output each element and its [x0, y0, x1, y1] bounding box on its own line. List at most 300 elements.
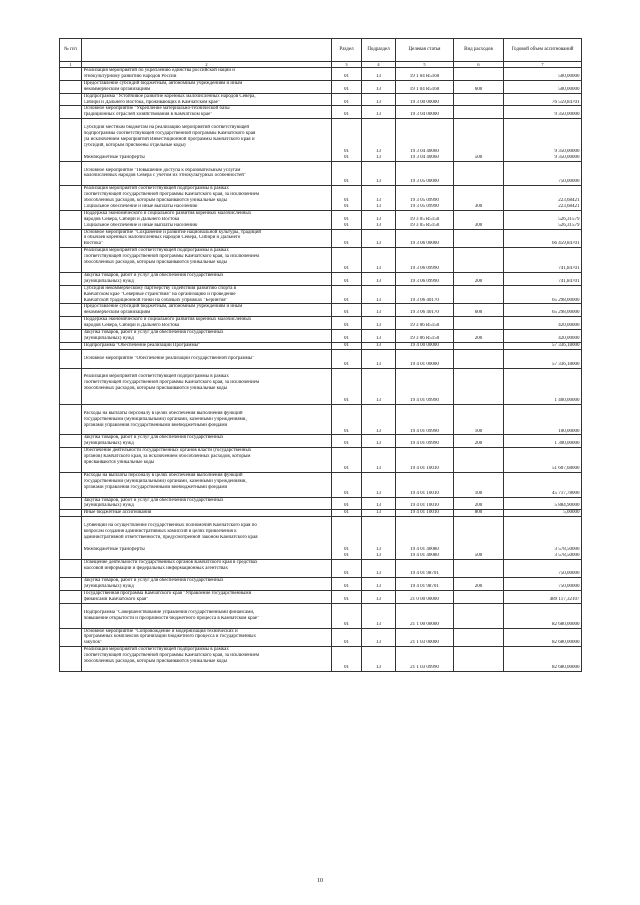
- item-name-cell: [82, 448, 332, 473]
- item-name-line: (за исключением мероприятий Инвестиционной программы Камчатского края и: [83, 136, 255, 142]
- item-name-cell: [82, 435, 332, 448]
- item-name-line: Предоставление субсидий бюджетным, автономным учреждениям и иным: [83, 304, 243, 310]
- row-number-cell: [60, 229, 82, 248]
- row-number-cell: [60, 603, 82, 628]
- expense-type-cell: 600: [454, 80, 504, 93]
- amount-cell: 1 400,00000: [504, 368, 582, 404]
- table-row: [60, 603, 582, 628]
- item-name-line: [84, 266, 330, 272]
- row-number-cell: [60, 272, 82, 285]
- target-article-cell: 19 3 05 09990 19 3 05 09990: [396, 186, 454, 211]
- row-number-cell: [60, 210, 82, 229]
- amount-cell: 45 717,78000: [504, 472, 582, 497]
- row-number-cell: [60, 161, 82, 186]
- podrazdel-cell: 13: [362, 248, 396, 273]
- item-name-line: традиционных отраслей хозяйствования в Камчатском крае": [83, 112, 213, 118]
- amount-cell: 750,00000: [504, 161, 582, 186]
- item-name-line: [84, 665, 330, 671]
- item-name-line: органов) Камчатского края, за исключением обособленных расходов, которым: [83, 454, 251, 460]
- budget-document: [59, 38, 581, 672]
- header-target-article: Целевая статья: [396, 39, 454, 62]
- item-name-line: государственными (муниципальными) органами, казенными учреждениями,: [83, 416, 247, 422]
- item-name-line: Камчатской традиционной гонки на собачьих упряжках "Берингия": [83, 297, 228, 303]
- item-name-line: Поддержка экономического и социального развития коренных малочисленных: [83, 317, 252, 323]
- item-name-line: Закупка товаров, работ и услуг для обеспечения государственных: [83, 435, 224, 441]
- table-row: [60, 591, 582, 604]
- podrazdel-cell: 13: [362, 591, 396, 604]
- target-article-cell: 19 4 01 98701: [396, 578, 454, 591]
- budget-table: [59, 38, 582, 672]
- row-number-cell: [60, 285, 82, 304]
- razdel-cell: 01: [332, 448, 362, 473]
- item-name-cell: [82, 342, 332, 349]
- expense-type-cell: [454, 93, 504, 106]
- item-name-line: Межбюджетные трансферты: [83, 546, 145, 552]
- expense-type-cell: [454, 106, 504, 119]
- expense-type-cell: [454, 349, 504, 368]
- item-name-line: обособленных расходов, которым присваиваются уникальные коды: [83, 659, 228, 665]
- table-row: [60, 435, 582, 448]
- razdel-cell: 01 01: [332, 186, 362, 211]
- table-body: [60, 68, 582, 672]
- table-row: [60, 472, 582, 497]
- target-article-cell: 19 4 01 10010: [396, 497, 454, 510]
- amount-cell: 500,00000: [504, 68, 582, 81]
- item-name-line: финансами Камчатского края": [83, 597, 149, 603]
- amount-cell: 9 350,00000 9 350,00000: [504, 119, 582, 161]
- amount-cell: 82 680,00000: [504, 603, 582, 628]
- row-number-cell: [60, 368, 82, 404]
- amount-cell: 82 680,00000: [504, 628, 582, 647]
- item-name-line: субсидий, которым присвоены отдельные коды): [83, 142, 186, 148]
- header-podrazdel: Подраздел: [362, 39, 396, 62]
- razdel-cell: 01: [332, 248, 362, 273]
- item-name-line: народов Севера, Сибири и Дальнего Востока: [83, 216, 180, 222]
- expense-type-cell: [454, 628, 504, 647]
- razdel-cell: 01: [332, 106, 362, 119]
- row-number-cell: [60, 68, 82, 81]
- table-row: [60, 304, 582, 317]
- target-article-cell: 19 4 01 09990: [396, 435, 454, 448]
- target-article-cell: 21 1 03 00000: [396, 628, 454, 647]
- podrazdel-cell: 13 13: [362, 186, 396, 211]
- razdel-cell: 01: [332, 80, 362, 93]
- column-number: 1: [60, 62, 82, 68]
- podrazdel-cell: 13: [362, 472, 396, 497]
- item-name-line: присваиваются уникальные коды: [83, 460, 155, 466]
- column-number: 2: [82, 62, 332, 68]
- item-name-cell: [82, 578, 332, 591]
- expense-type-cell: 500: [454, 517, 504, 559]
- item-name-line: народов Севера, Сибири и Дальнего Востока: [83, 323, 180, 329]
- item-name-line: малочисленных народов Севера с учетом их этнокультурных особенностей": [83, 173, 246, 179]
- expense-type-cell: [454, 559, 504, 578]
- amount-cell: 420,00000: [504, 330, 582, 343]
- amount-cell: 57 336,18000: [504, 342, 582, 349]
- expense-type-cell: 200: [454, 330, 504, 343]
- amount-cell: 750,00000: [504, 559, 582, 578]
- razdel-cell: 01: [332, 603, 362, 628]
- table-header-row: [60, 39, 582, 62]
- item-name-cell: [82, 93, 332, 106]
- podrazdel-cell: 13: [362, 80, 396, 93]
- razdel-cell: 01: [332, 578, 362, 591]
- razdel-cell: 01: [332, 497, 362, 510]
- target-article-cell: 19 4 01 10010: [396, 448, 454, 473]
- table-row: [60, 93, 582, 106]
- row-number-cell: [60, 330, 82, 343]
- item-name-cell: [82, 248, 332, 273]
- expense-type-cell: [454, 448, 504, 473]
- item-name-line: Субвенции на осуществление государственных полномочий Камчатского края по: [83, 523, 257, 529]
- target-article-cell: 19 3 06 R5150: [396, 317, 454, 330]
- amount-cell: 500,00000: [504, 80, 582, 93]
- item-name-line: органами управления государственными внебюджетными фондами: [83, 422, 228, 428]
- target-article-cell: 19 1 04 R5160: [396, 80, 454, 93]
- amount-cell: 76 559,84701: [504, 93, 582, 106]
- row-number-cell: [60, 578, 82, 591]
- item-name-line: [84, 491, 330, 497]
- expense-type-cell: [454, 229, 504, 248]
- header-num: № п/п: [60, 39, 82, 62]
- table-row: [60, 448, 582, 473]
- podrazdel-cell: 13: [362, 285, 396, 304]
- header-name: [82, 39, 332, 62]
- podrazdel-cell: 13: [362, 603, 396, 628]
- razdel-cell: 01: [332, 510, 362, 517]
- podrazdel-cell: 13: [362, 578, 396, 591]
- razdel-cell: 01: [332, 404, 362, 435]
- item-name-cell: [82, 304, 332, 317]
- amount-cell: 66 459,84701: [504, 229, 582, 248]
- razdel-cell: 01: [332, 68, 362, 81]
- table-row: [60, 186, 582, 211]
- item-name-cell: [82, 349, 332, 368]
- item-name-line: (муниципальных) нужд: [83, 335, 134, 341]
- razdel-cell: 01 01: [332, 517, 362, 559]
- expense-type-cell: 600: [454, 304, 504, 317]
- item-name-line: Камчатском крае "Северные странствия" на организацию и проведение: [83, 291, 236, 297]
- item-name-line: [84, 622, 330, 628]
- row-number-cell: [60, 591, 82, 604]
- razdel-cell: 01: [332, 330, 362, 343]
- table-row: [60, 404, 582, 435]
- podrazdel-cell: 13: [362, 161, 396, 186]
- podrazdel-cell: 13 13: [362, 210, 396, 229]
- item-name-line: Закупка товаров, работ и услуг для обеспечения государственных: [83, 330, 224, 336]
- item-name-line: [84, 429, 330, 435]
- item-name-cell: [82, 517, 332, 559]
- item-name-line: государственными (муниципальными) органами, казенными учреждениями,: [83, 478, 247, 484]
- target-article-cell: 19 4 01 98701: [396, 559, 454, 578]
- row-number-cell: [60, 647, 82, 672]
- podrazdel-cell: 13: [362, 229, 396, 248]
- item-name-line: Востока": [83, 241, 103, 247]
- target-article-cell: 19 3 04 40060 19 3 04 40060: [396, 119, 454, 161]
- razdel-cell: 01: [332, 285, 362, 304]
- item-name-cell: [82, 186, 332, 211]
- expense-type-cell: 800: [454, 510, 504, 517]
- item-name-cell: [82, 591, 332, 604]
- item-name-line: Реализация мероприятий соответствующей подпрограммы в рамках: [83, 374, 229, 380]
- table-row: [60, 229, 582, 248]
- expense-type-cell: [454, 161, 504, 186]
- expense-type-cell: [454, 368, 504, 404]
- item-name-cell: [82, 404, 332, 435]
- target-article-cell: 19 3 06 R5150: [396, 330, 454, 343]
- podrazdel-cell: 13: [362, 448, 396, 473]
- target-article-cell: 19 3 06 09990: [396, 272, 454, 285]
- row-number-cell: [60, 497, 82, 510]
- amount-cell: 526,31579 526,31579: [504, 210, 582, 229]
- row-number-cell: [60, 317, 82, 330]
- item-name-line: (муниципальных) нужд: [83, 278, 134, 284]
- row-number-cell: [60, 342, 82, 349]
- amount-cell: 100,00000: [504, 404, 582, 435]
- item-name-line: Сибири и Дальнего Востока, проживающих в Камчатском крае": [83, 99, 220, 105]
- table-row: [60, 330, 582, 343]
- expense-type-cell: 200: [454, 272, 504, 285]
- table-row: [60, 510, 582, 517]
- row-number-cell: [60, 472, 82, 497]
- item-name-line: [84, 571, 330, 577]
- target-article-cell: 21 1 03 09990: [396, 647, 454, 672]
- item-name-line: Закупка товаров, работ и услуг для обеспечения государственных: [83, 578, 224, 584]
- podrazdel-cell: 13: [362, 342, 396, 349]
- item-name-cell: [82, 628, 332, 647]
- podrazdel-cell: 13: [362, 647, 396, 672]
- item-name-cell: [82, 647, 332, 672]
- expense-type-cell: [454, 285, 504, 304]
- item-name-line: Освещение деятельности государственных органов Камчатского края в средствах: [83, 559, 258, 565]
- item-name-line: Предоставление субсидий бюджетным, автономным учреждениям и иным: [83, 80, 243, 86]
- row-number-cell: [60, 559, 82, 578]
- amount-cell: 489 117,32107: [504, 591, 582, 604]
- target-article-cell: 19 3 05 R5150 19 3 05 R5150: [396, 210, 454, 229]
- item-name-cell: [82, 603, 332, 628]
- amount-cell: 3 578,50000 3 578,50000: [504, 517, 582, 559]
- podrazdel-cell: 13: [362, 368, 396, 404]
- item-name-line: Социальное обеспечение и иные выплаты населению: [83, 222, 198, 228]
- podrazdel-cell: 13 13: [362, 119, 396, 161]
- table-row: [60, 210, 582, 229]
- amount-cell: 223,68421 223,68421: [504, 186, 582, 211]
- target-article-cell: 19 3 06 40170: [396, 304, 454, 317]
- item-name-line: Субсидия некоммерческому партнерству содействия развитию спорта в: [83, 285, 237, 291]
- table-row: [60, 578, 582, 591]
- amount-cell: 750,00000: [504, 578, 582, 591]
- item-name-line: подпрограммы соответствующей государственной программы Камчатского края: [83, 131, 256, 137]
- amount-cell: 82 680,00000: [504, 647, 582, 672]
- podrazdel-cell: 13: [362, 559, 396, 578]
- item-name-line: соответствующей государственной программы Камчатского края, за исключением: [83, 653, 260, 659]
- podrazdel-cell: 13: [362, 106, 396, 119]
- row-number-cell: [60, 517, 82, 559]
- podrazdel-cell: 13: [362, 93, 396, 106]
- item-name-line: административной ответственности, предусмотренной законом Камчатского края: [83, 534, 258, 540]
- table-row: [60, 106, 582, 119]
- item-name-line: Социальное обеспечение и иные выплаты населению: [83, 203, 198, 209]
- razdel-cell: 01: [332, 368, 362, 404]
- table-row: [60, 349, 582, 368]
- expense-type-cell: 200: [454, 435, 504, 448]
- item-name-cell: [82, 330, 332, 343]
- item-name-cell: [82, 106, 332, 119]
- item-name-line: Основное мероприятие "Повышение доступа к образовательным услугам: [83, 167, 241, 173]
- razdel-cell: 01: [332, 628, 362, 647]
- razdel-cell: 01: [332, 93, 362, 106]
- target-article-cell: 19 4 01 09990: [396, 368, 454, 404]
- item-name-cell: [82, 68, 332, 81]
- header-expense-type: Вид расходов: [454, 39, 504, 62]
- table-row: [60, 248, 582, 273]
- item-name-line: соответствующей государственной программы Камчатского края, за исключением: [83, 254, 260, 260]
- row-number-cell: [60, 304, 82, 317]
- item-name-line: программных комплексов организации бюджетного процесса и государственных: [83, 634, 257, 640]
- razdel-cell: 01: [332, 559, 362, 578]
- razdel-cell: 01: [332, 472, 362, 497]
- header-razdel: Раздел: [332, 39, 362, 62]
- item-name-line: Субсидии местным бюджетам на реализацию мероприятий соответствующей: [83, 125, 250, 131]
- item-name-line: Реализация мероприятий по укреплению единства российской нации и: [83, 68, 235, 73]
- target-article-cell: 19 4 01 10010: [396, 472, 454, 497]
- amount-cell: 741,84701: [504, 248, 582, 273]
- expense-type-cell: [454, 591, 504, 604]
- podrazdel-cell: 13: [362, 304, 396, 317]
- expense-type-cell: [454, 647, 504, 672]
- razdel-cell: 01: [332, 229, 362, 248]
- column-number: 6: [454, 62, 504, 68]
- header-annual-amount: Годовой объем ассигнований: [504, 39, 582, 62]
- amount-cell: 5 884,90000: [504, 497, 582, 510]
- amount-cell: 65 298,00000: [504, 285, 582, 304]
- table-row: [60, 342, 582, 349]
- item-name-line: Расходы на выплаты персоналу в целях обеспечения выполнения функций: [83, 472, 243, 478]
- razdel-cell: 01: [332, 304, 362, 317]
- podrazdel-cell: 13: [362, 510, 396, 517]
- table-row: [60, 368, 582, 404]
- amount-cell: 1 300,00000: [504, 435, 582, 448]
- row-number-cell: [60, 448, 82, 473]
- item-name-line: массовой информации и федеральных информационных агентствах: [83, 565, 229, 571]
- item-name-line: Подпрограмма "Обеспечение реализации Программы": [83, 342, 201, 348]
- item-name-line: некоммерческим организациям: [83, 310, 151, 316]
- row-number-cell: [60, 349, 82, 368]
- expense-type-cell: [454, 317, 504, 330]
- razdel-cell: 01 01: [332, 210, 362, 229]
- table-row: [60, 119, 582, 161]
- item-name-cell: [82, 317, 332, 330]
- row-number-cell: [60, 404, 82, 435]
- item-name-line: Реализация мероприятий соответствующей подпрограммы в рамках: [83, 248, 229, 254]
- table-row: [60, 628, 582, 647]
- target-article-cell: 19 4 01 40080 19 4 01 40080: [396, 517, 454, 559]
- item-name-cell: [82, 272, 332, 285]
- razdel-cell: 01: [332, 647, 362, 672]
- item-name-line: некоммерческим организациям: [83, 86, 151, 92]
- item-name-line: Основное мероприятие "Сохранение и развитие национальной культуры, традиций: [83, 229, 262, 235]
- expense-type-cell: [454, 342, 504, 349]
- row-number-cell: [60, 93, 82, 106]
- razdel-cell: 01: [332, 591, 362, 604]
- item-name-line: Реализация мероприятий соответствующей подпрограммы в рамках: [83, 186, 229, 192]
- table-row: [60, 647, 582, 672]
- item-name-line: Государственная программа Камчатского края "Управление государственными: [83, 591, 252, 597]
- item-name-line: Подпрограмма "Совершенствование управления государственными финансами,: [83, 609, 255, 615]
- amount-cell: 420,00000: [504, 317, 582, 330]
- item-name-line: Иные бюджетные ассигнования: [83, 510, 152, 516]
- amount-cell: 65 298,00000: [504, 304, 582, 317]
- table-row: [60, 317, 582, 330]
- target-article-cell: 19 3 04 00000: [396, 106, 454, 119]
- column-number: 4: [362, 62, 396, 68]
- item-name-line: обособленных расходов, которым присваиваются уникальные коды: [83, 386, 228, 392]
- podrazdel-cell: 13: [362, 404, 396, 435]
- podrazdel-cell: 13: [362, 497, 396, 510]
- table-row: [60, 272, 582, 285]
- item-name-cell: [82, 472, 332, 497]
- item-name-line: [84, 553, 330, 559]
- target-article-cell: 21 1 00 00000: [396, 603, 454, 628]
- razdel-cell: 01: [332, 342, 362, 349]
- target-article-cell: 19 1 04 R5160: [396, 68, 454, 81]
- expense-type-cell: [454, 68, 504, 81]
- podrazdel-cell: 13: [362, 435, 396, 448]
- table-row: [60, 68, 582, 81]
- item-name-cell: [82, 559, 332, 578]
- item-name-line: и обычаев коренных малочисленных народов Севера, Сибири и Дальнего: [83, 235, 241, 241]
- row-number-cell: [60, 106, 82, 119]
- expense-type-cell: 200: [454, 578, 504, 591]
- item-name-cell: [82, 497, 332, 510]
- item-name-line: обособленных расходов, которым присваиваются уникальные коды: [83, 198, 228, 204]
- target-article-cell: 19 3 00 00000: [396, 93, 454, 106]
- podrazdel-cell: 13: [362, 330, 396, 343]
- row-number-cell: [60, 80, 82, 93]
- item-name-line: Обеспечение деятельности государственных органов власти (государственных: [83, 448, 252, 454]
- row-number-cell: [60, 119, 82, 161]
- amount-cell: 9 350,00000: [504, 106, 582, 119]
- razdel-cell: 01 01: [332, 119, 362, 161]
- table-row: [60, 517, 582, 559]
- item-name-line: обособленных расходов, которым присваиваются уникальные коды: [83, 260, 228, 266]
- row-number-cell: [60, 248, 82, 273]
- amount-cell: 5,00000: [504, 510, 582, 517]
- item-name-line: закупок": [83, 640, 103, 646]
- item-name-line: Поддержка экономического и социального развития коренных малочисленных: [83, 210, 252, 216]
- item-name-line: Расходы на выплаты персоналу в целях обеспечения выполнения функций: [83, 410, 243, 416]
- item-name-line: этнокультурному развитию народов России: [83, 73, 177, 79]
- target-article-cell: 19 4 01 00000: [396, 349, 454, 368]
- item-name-line: (муниципальных) нужд: [83, 441, 134, 447]
- item-name-line: вопросам создания административных комиссий в целях привлечения к: [83, 529, 237, 535]
- item-name-cell: [82, 510, 332, 517]
- item-name-cell: [82, 229, 332, 248]
- expense-type-cell: [454, 248, 504, 273]
- column-number: 7: [504, 62, 582, 68]
- podrazdel-cell: 13: [362, 628, 396, 647]
- expense-type-cell: [454, 603, 504, 628]
- podrazdel-cell: 13: [362, 317, 396, 330]
- item-name-line: Основное мероприятие "Укрепление материально-технической базы: [83, 106, 230, 112]
- row-number-cell: [60, 510, 82, 517]
- item-name-line: органами управления государственными внебюджетными фондами: [83, 484, 228, 490]
- item-name-line: повышение открытости и прозрачности бюджетного процесса в Камчатском крае": [83, 615, 260, 621]
- item-name-line: (муниципальных) нужд: [83, 503, 134, 509]
- item-name-cell: [82, 285, 332, 304]
- target-article-cell: 19 4 01 10010: [396, 510, 454, 517]
- item-name-line: Основное мероприятие "Обеспечение реализации государственной программы": [83, 355, 255, 361]
